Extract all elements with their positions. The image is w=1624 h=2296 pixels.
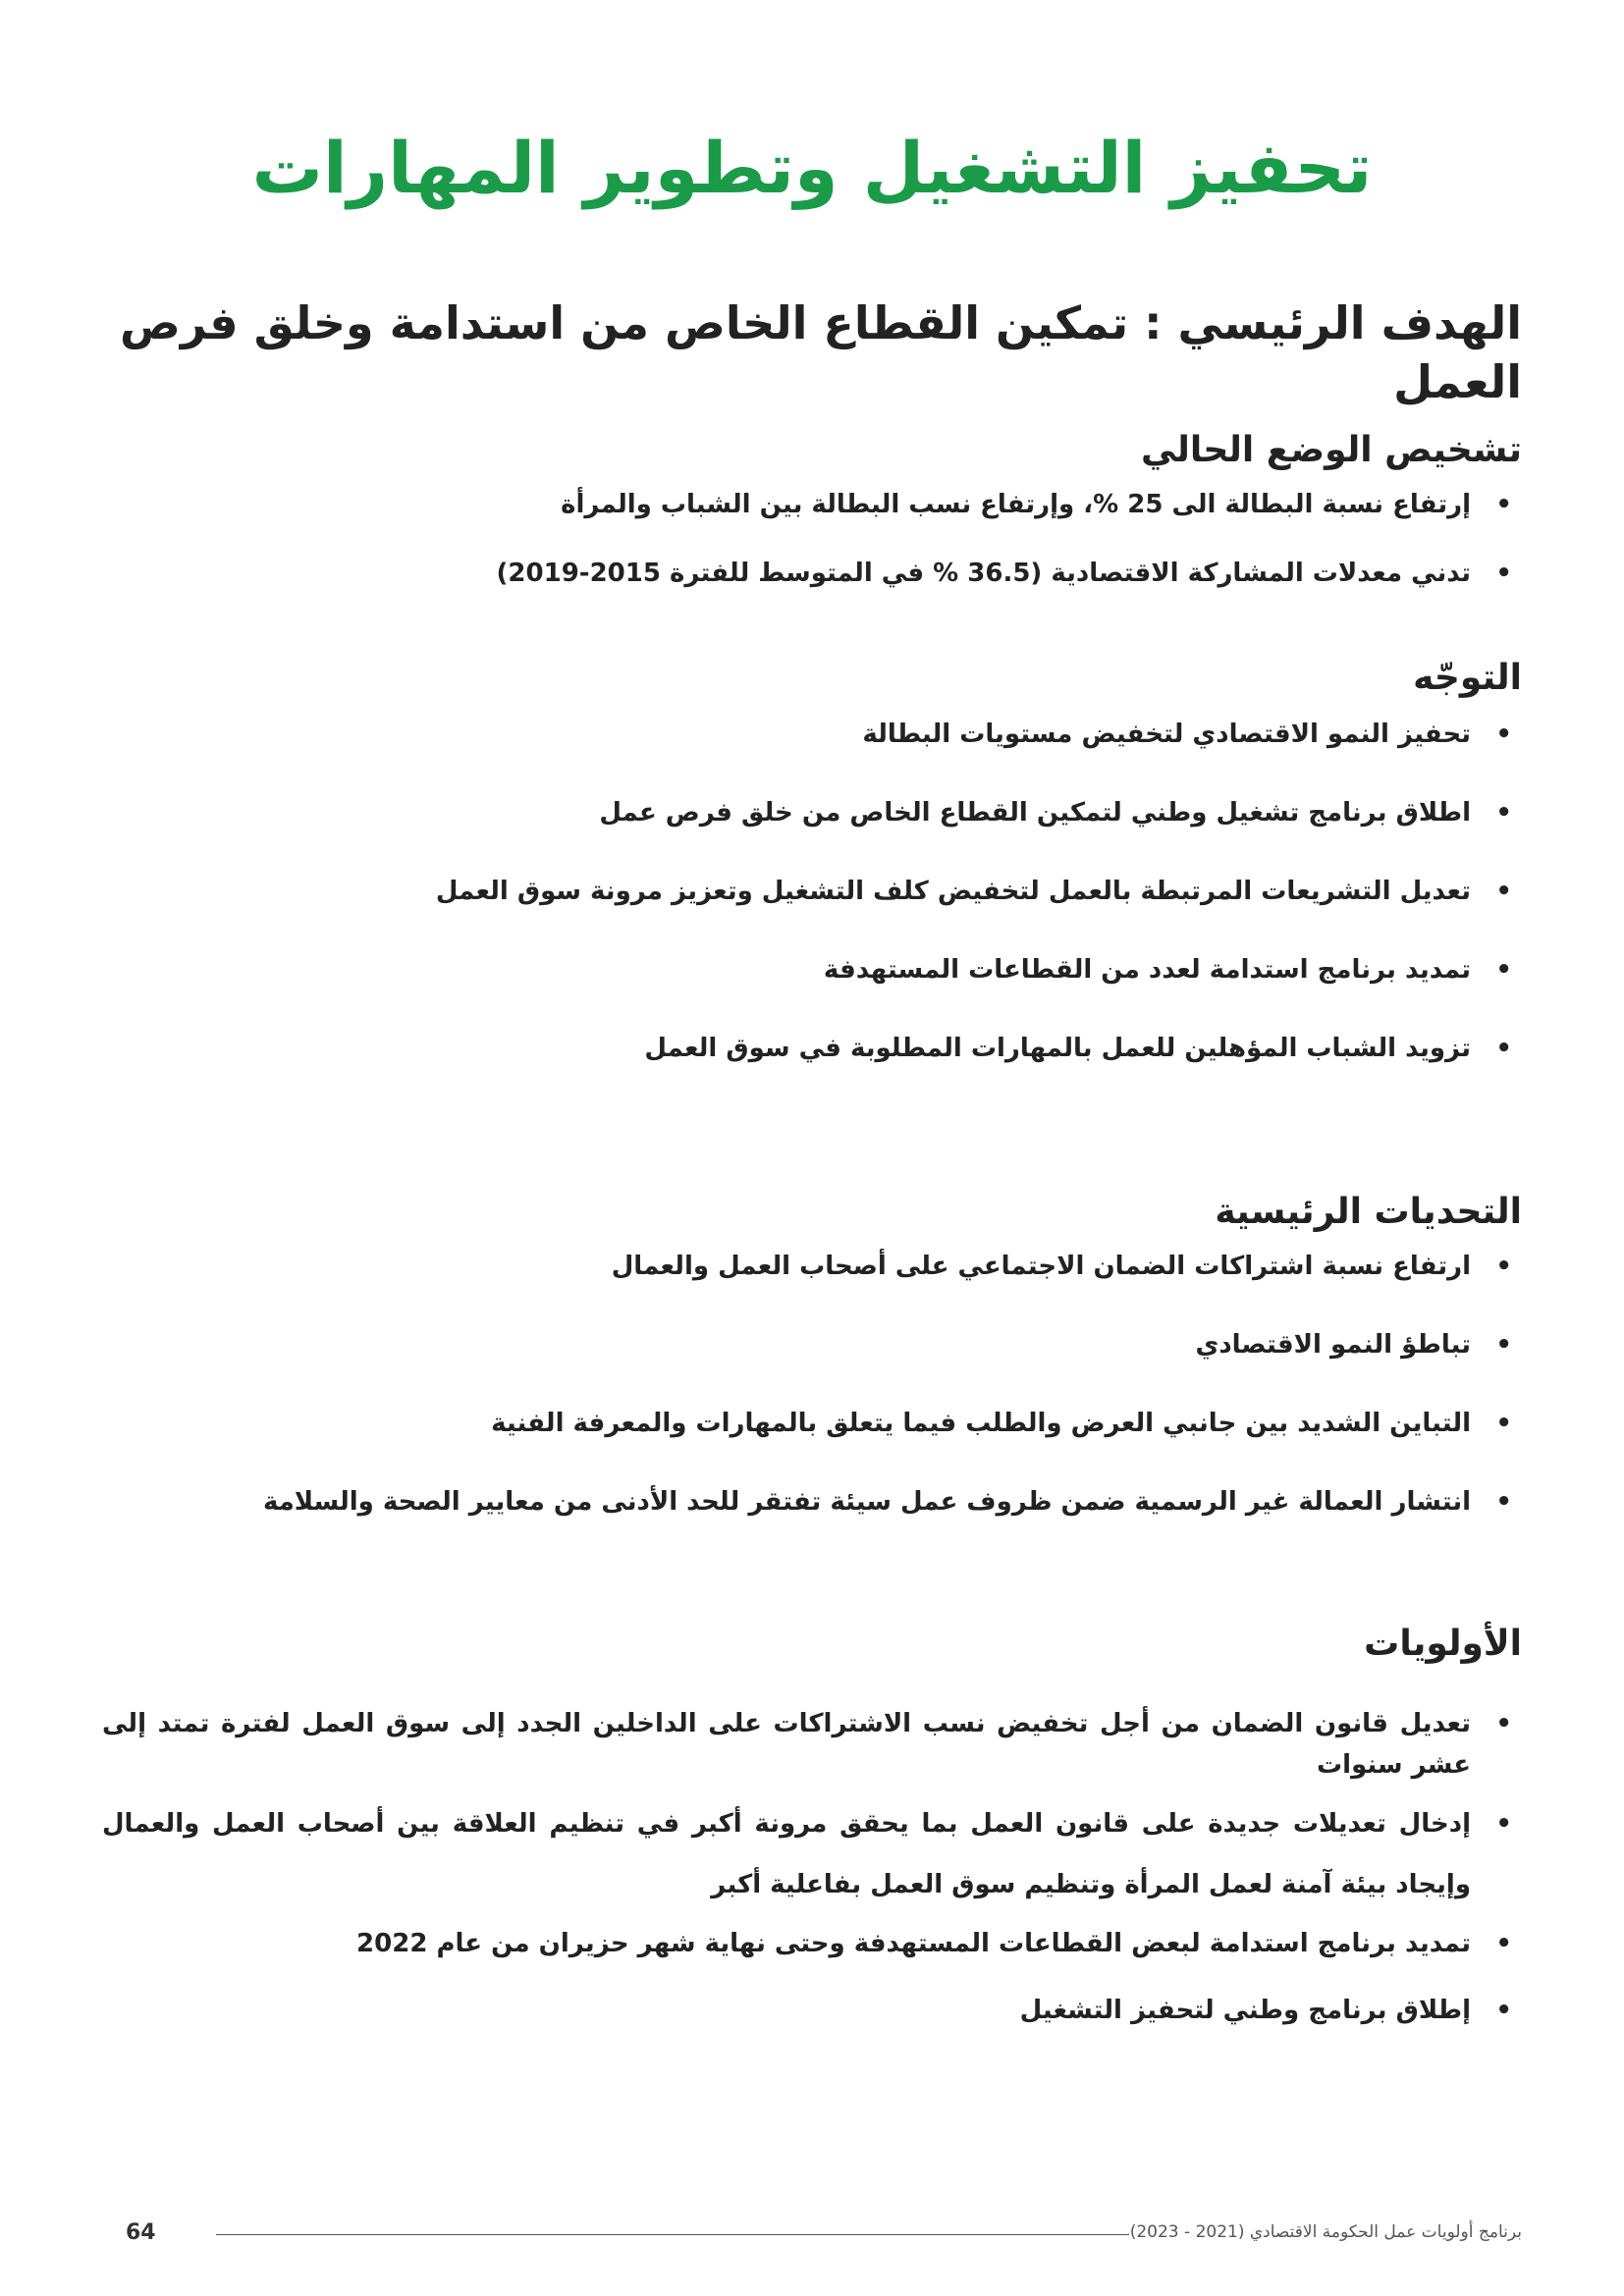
list-item: • إطلاق برنامج وطني لتحفيز التشغيل xyxy=(102,1990,1522,2031)
list-item: • تدني معدلات المشاركة الاقتصادية (36.5 % في المتوسط للفترة 2015-2019) xyxy=(102,553,1522,594)
list-item: • تزويد الشباب المؤهلين للعمل بالمهارات المطلوبة في سوق العمل xyxy=(102,1028,1522,1069)
main-goal: الهدف الرئيسي : تمكين القطاع الخاص من استدامة وخلق فرص العمل xyxy=(120,296,1522,408)
bullet-icon: • xyxy=(1495,797,1512,828)
diagnosis-list xyxy=(102,484,1522,594)
section-heading-direction: التوجّه xyxy=(1413,658,1522,698)
priorities-list xyxy=(102,1703,1522,2031)
bullet-icon: • xyxy=(1495,558,1512,588)
page-number: 64 xyxy=(126,2220,156,2245)
bullet-icon: • xyxy=(1495,876,1512,906)
section-challenges xyxy=(102,1190,1522,1522)
list-item: • تعديل التشريعات المرتبطة بالعمل لتخفيض كلف التشغيل وتعزيز مرونة سوق العمل xyxy=(102,871,1522,912)
bullet-icon: • xyxy=(1495,1808,1512,1839)
section-priorities xyxy=(102,1622,1522,2031)
bullet-icon: • xyxy=(1495,1928,1512,1958)
section-diagnosis xyxy=(102,428,1522,594)
list-item: • اطلاق برنامج تشغيل وطني لتمكين القطاع الخاص من خلق فرص عمل xyxy=(102,792,1522,833)
page-title: تحفيز التشغيل وتطوير المهارات xyxy=(251,127,1373,209)
footer-divider xyxy=(216,2234,1129,2235)
bullet-icon: • xyxy=(1495,1033,1512,1063)
bullet-icon: • xyxy=(1495,1329,1512,1360)
list-item: • تعديل قانون الضمان من أجل تخفيض نسب الاشتراكات على الداخلين الجدد إلى سوق العمل لفترة تمتد إلى عشر سنوات xyxy=(102,1703,1522,1786)
bullet-icon: • xyxy=(1495,719,1512,749)
list-item: • إرتفاع نسبة البطالة الى 25 %، وإرتفاع نسب البطالة بين الشباب والمرأة xyxy=(102,484,1522,525)
running-title: برنامج أولويات عمل الحكومة الاقتصادي (2021 - 2023) xyxy=(1129,2222,1522,2242)
bullet-icon: • xyxy=(1495,489,1512,519)
bullet-icon: • xyxy=(1495,954,1512,985)
direction-list xyxy=(102,714,1522,1069)
list-item: • تمديد برنامج استدامة لعدد من القطاعات المستهدفة xyxy=(102,949,1522,990)
bullet-icon: • xyxy=(1495,1995,1512,2025)
list-item: • إدخال تعديلات جديدة على قانون العمل بما يحقق مرونة أكبر في تنظيم العلاقة بين أصحاب العمل والعمال وإيجاد بيئة آمنة لعمل المرأة وتنظيم سوق العمل بفاعلية أكبر xyxy=(102,1793,1522,1915)
section-heading-diagnosis: تشخيص الوضع الحالي xyxy=(1140,430,1522,470)
section-heading-priorities: الأولويات xyxy=(1364,1624,1522,1664)
bullet-icon: • xyxy=(1495,1708,1512,1738)
list-item: • تحفيز النمو الاقتصادي لتخفيض مستويات البطالة xyxy=(102,714,1522,755)
bullet-icon: • xyxy=(1495,1486,1512,1517)
list-item: • انتشار العمالة غير الرسمية ضمن ظروف عمل سيئة تفتقر للحد الأدنى من معايير الصحة والسلامة xyxy=(102,1481,1522,1522)
bullet-icon: • xyxy=(1495,1408,1512,1438)
challenges-list xyxy=(102,1246,1522,1522)
list-item: • تمديد برنامج استدامة لبعض القطاعات المستهدفة وحتى نهاية شهر حزيران من عام 2022 xyxy=(102,1923,1522,1964)
section-direction xyxy=(102,656,1522,1069)
list-item: • التباين الشديد بين جانبي العرض والطلب فيما يتعلق بالمهارات والمعرفة الفنية xyxy=(102,1403,1522,1444)
bullet-icon: • xyxy=(1495,1251,1512,1281)
list-item: • تباطؤ النمو الاقتصادي xyxy=(102,1324,1522,1365)
page-footer xyxy=(0,2220,1624,2250)
list-item: • ارتفاع نسبة اشتراكات الضمان الاجتماعي على أصحاب العمل والعمال xyxy=(102,1246,1522,1287)
section-heading-challenges: التحديات الرئيسية xyxy=(1215,1192,1522,1232)
